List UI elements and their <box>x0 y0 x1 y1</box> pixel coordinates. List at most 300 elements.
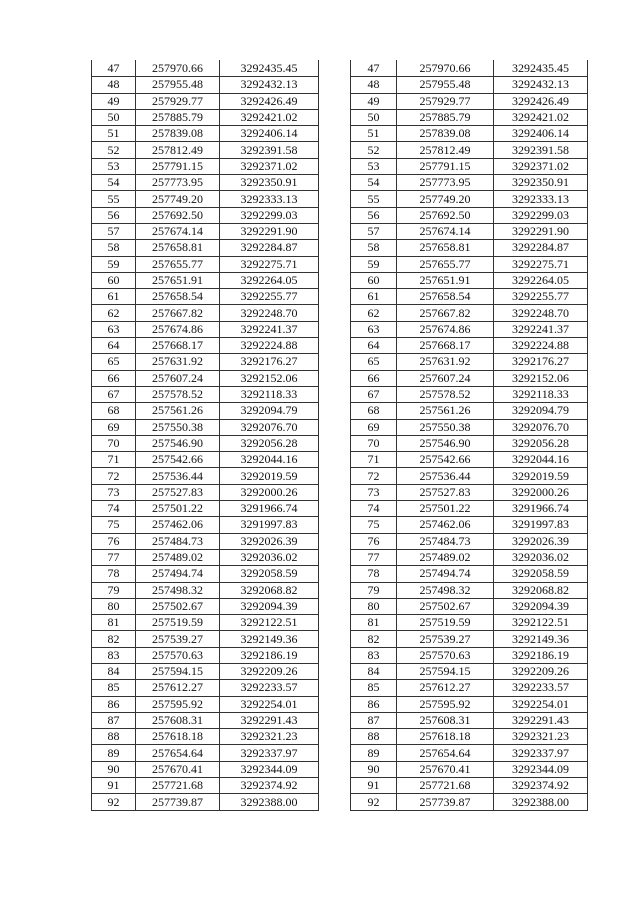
point-number-cell: 56 <box>92 207 136 223</box>
x-coordinate-cell: 257812.49 <box>136 142 220 158</box>
y-coordinate-cell: 3292209.26 <box>494 663 588 679</box>
table-row <box>351 712 588 728</box>
point-number-cell: 73 <box>92 484 136 500</box>
point-number-cell: 59 <box>351 256 397 272</box>
x-coordinate-cell: 257791.15 <box>397 158 494 174</box>
y-coordinate-cell: 3292186.19 <box>220 647 319 663</box>
y-coordinate-cell: 3292122.51 <box>494 615 588 631</box>
table-row <box>92 126 319 142</box>
table-row <box>351 403 588 419</box>
table-row <box>92 61 319 77</box>
y-coordinate-cell: 3292321.23 <box>494 729 588 745</box>
table-row <box>351 517 588 533</box>
table-row <box>92 794 319 810</box>
point-number-cell: 90 <box>92 761 136 777</box>
x-coordinate-cell: 257721.68 <box>397 778 494 794</box>
x-coordinate-cell: 257658.81 <box>397 240 494 256</box>
table-row <box>351 468 588 484</box>
table-row <box>351 321 588 337</box>
x-coordinate-cell: 257536.44 <box>136 468 220 484</box>
table-row <box>351 354 588 370</box>
y-coordinate-cell: 3292254.01 <box>494 696 588 712</box>
y-coordinate-cell: 3292224.88 <box>220 338 319 354</box>
point-number-cell: 91 <box>92 778 136 794</box>
x-coordinate-cell: 257489.02 <box>136 549 220 565</box>
table-row <box>92 386 319 402</box>
y-coordinate-cell: 3292337.97 <box>494 745 588 761</box>
point-number-cell: 69 <box>351 419 397 435</box>
table-row <box>92 452 319 468</box>
point-number-cell: 53 <box>351 158 397 174</box>
point-number-cell: 80 <box>92 598 136 614</box>
point-number-cell: 68 <box>351 403 397 419</box>
table-row <box>92 761 319 777</box>
x-coordinate-cell: 257502.67 <box>397 598 494 614</box>
point-number-cell: 89 <box>351 745 397 761</box>
table-row <box>92 77 319 93</box>
point-number-cell: 74 <box>351 501 397 517</box>
point-number-cell: 77 <box>351 549 397 565</box>
coordinate-table-right <box>350 60 588 811</box>
y-coordinate-cell: 3292248.70 <box>220 305 319 321</box>
x-coordinate-cell: 257674.14 <box>136 223 220 239</box>
table-row <box>92 207 319 223</box>
y-coordinate-cell: 3291966.74 <box>494 501 588 517</box>
x-coordinate-cell: 257561.26 <box>136 403 220 419</box>
point-number-cell: 67 <box>351 386 397 402</box>
point-number-cell: 75 <box>92 517 136 533</box>
x-coordinate-cell: 257739.87 <box>136 794 220 810</box>
y-coordinate-cell: 3292406.14 <box>220 126 319 142</box>
y-coordinate-cell: 3292000.26 <box>220 484 319 500</box>
x-coordinate-cell: 257494.74 <box>136 566 220 582</box>
x-coordinate-cell: 257654.64 <box>136 745 220 761</box>
x-coordinate-cell: 257578.52 <box>136 386 220 402</box>
x-coordinate-cell: 257550.38 <box>136 419 220 435</box>
y-coordinate-cell: 3292291.90 <box>220 223 319 239</box>
table-row <box>351 435 588 451</box>
table-row <box>92 680 319 696</box>
y-coordinate-cell: 3292371.02 <box>220 158 319 174</box>
x-coordinate-cell: 257631.92 <box>397 354 494 370</box>
table-row <box>92 647 319 663</box>
point-number-cell: 91 <box>351 778 397 794</box>
table-row <box>351 370 588 386</box>
point-number-cell: 88 <box>92 729 136 745</box>
x-coordinate-cell: 257929.77 <box>397 93 494 109</box>
y-coordinate-cell: 3292264.05 <box>494 272 588 288</box>
y-coordinate-cell: 3292122.51 <box>220 615 319 631</box>
table-row <box>351 778 588 794</box>
x-coordinate-cell: 257595.92 <box>397 696 494 712</box>
y-coordinate-cell: 3292337.97 <box>220 745 319 761</box>
table-row <box>351 549 588 565</box>
point-number-cell: 48 <box>92 77 136 93</box>
point-number-cell: 53 <box>92 158 136 174</box>
point-number-cell: 63 <box>351 321 397 337</box>
table-row <box>92 338 319 354</box>
x-coordinate-cell: 257970.66 <box>397 61 494 77</box>
table-row <box>92 501 319 517</box>
y-coordinate-cell: 3291966.74 <box>220 501 319 517</box>
y-coordinate-cell: 3292388.00 <box>220 794 319 810</box>
y-coordinate-cell: 3292058.59 <box>220 566 319 582</box>
x-coordinate-cell: 257462.06 <box>397 517 494 533</box>
x-coordinate-cell: 257594.15 <box>136 663 220 679</box>
table-row <box>92 256 319 272</box>
x-coordinate-cell: 257484.73 <box>397 533 494 549</box>
table-row <box>92 517 319 533</box>
x-coordinate-cell: 257608.31 <box>136 712 220 728</box>
table-row <box>92 158 319 174</box>
x-coordinate-cell: 257674.14 <box>397 223 494 239</box>
table-row <box>92 549 319 565</box>
point-number-cell: 88 <box>351 729 397 745</box>
point-number-cell: 89 <box>92 745 136 761</box>
y-coordinate-cell: 3292036.02 <box>494 549 588 565</box>
table-row <box>92 435 319 451</box>
point-number-cell: 81 <box>351 615 397 631</box>
table-row <box>92 109 319 125</box>
y-coordinate-cell: 3292291.43 <box>220 712 319 728</box>
point-number-cell: 85 <box>92 680 136 696</box>
y-coordinate-cell: 3292056.28 <box>220 435 319 451</box>
y-coordinate-cell: 3292152.06 <box>494 370 588 386</box>
y-coordinate-cell: 3292284.87 <box>220 240 319 256</box>
point-number-cell: 61 <box>92 289 136 305</box>
x-coordinate-cell: 257692.50 <box>136 207 220 223</box>
point-number-cell: 82 <box>351 631 397 647</box>
x-coordinate-cell: 257631.92 <box>136 354 220 370</box>
point-number-cell: 85 <box>351 680 397 696</box>
y-coordinate-cell: 3292426.49 <box>494 93 588 109</box>
x-coordinate-cell: 257502.67 <box>136 598 220 614</box>
table-row <box>92 272 319 288</box>
x-coordinate-cell: 257484.73 <box>136 533 220 549</box>
x-coordinate-cell: 257536.44 <box>397 468 494 484</box>
table-row <box>351 696 588 712</box>
x-coordinate-cell: 257608.31 <box>397 712 494 728</box>
x-coordinate-cell: 257550.38 <box>397 419 494 435</box>
table-row <box>92 223 319 239</box>
x-coordinate-cell: 257970.66 <box>136 61 220 77</box>
table-row <box>92 631 319 647</box>
x-coordinate-cell: 257542.66 <box>136 452 220 468</box>
point-number-cell: 71 <box>351 452 397 468</box>
x-coordinate-cell: 257498.32 <box>397 582 494 598</box>
table-row <box>92 370 319 386</box>
x-coordinate-cell: 257668.17 <box>136 338 220 354</box>
table-row <box>92 615 319 631</box>
table-row <box>351 501 588 517</box>
table-row <box>92 663 319 679</box>
y-coordinate-cell: 3292291.43 <box>494 712 588 728</box>
x-coordinate-cell: 257612.27 <box>136 680 220 696</box>
table-row <box>351 419 588 435</box>
point-number-cell: 64 <box>351 338 397 354</box>
y-coordinate-cell: 3292233.57 <box>494 680 588 696</box>
y-coordinate-cell: 3292406.14 <box>494 126 588 142</box>
x-coordinate-cell: 257749.20 <box>136 191 220 207</box>
table-row <box>351 93 588 109</box>
table-row <box>92 142 319 158</box>
point-number-cell: 49 <box>92 93 136 109</box>
point-number-cell: 71 <box>92 452 136 468</box>
y-coordinate-cell: 3292350.91 <box>494 175 588 191</box>
point-number-cell: 57 <box>92 223 136 239</box>
point-number-cell: 90 <box>351 761 397 777</box>
point-number-cell: 51 <box>351 126 397 142</box>
y-coordinate-cell: 3292388.00 <box>494 794 588 810</box>
y-coordinate-cell: 3292186.19 <box>494 647 588 663</box>
point-number-cell: 87 <box>92 712 136 728</box>
x-coordinate-cell: 257546.90 <box>397 435 494 451</box>
table-row <box>92 321 319 337</box>
table-row <box>92 93 319 109</box>
point-number-cell: 50 <box>92 109 136 125</box>
x-coordinate-cell: 257578.52 <box>397 386 494 402</box>
table-row <box>351 272 588 288</box>
y-coordinate-cell: 3292321.23 <box>220 729 319 745</box>
table-row <box>351 289 588 305</box>
table-row <box>351 191 588 207</box>
x-coordinate-cell: 257670.41 <box>397 761 494 777</box>
table-row <box>92 191 319 207</box>
point-number-cell: 81 <box>92 615 136 631</box>
x-coordinate-cell: 257658.81 <box>136 240 220 256</box>
x-coordinate-cell: 257739.87 <box>397 794 494 810</box>
point-number-cell: 70 <box>351 435 397 451</box>
point-number-cell: 67 <box>92 386 136 402</box>
x-coordinate-cell: 257885.79 <box>136 109 220 125</box>
x-coordinate-cell: 257595.92 <box>136 696 220 712</box>
y-coordinate-cell: 3291997.83 <box>220 517 319 533</box>
table-row <box>92 729 319 745</box>
point-number-cell: 86 <box>92 696 136 712</box>
x-coordinate-cell: 257667.82 <box>397 305 494 321</box>
table-row <box>92 403 319 419</box>
y-coordinate-cell: 3292241.37 <box>494 321 588 337</box>
point-number-cell: 48 <box>351 77 397 93</box>
x-coordinate-cell: 257462.06 <box>136 517 220 533</box>
point-number-cell: 52 <box>351 142 397 158</box>
y-coordinate-cell: 3292094.39 <box>494 598 588 614</box>
point-number-cell: 76 <box>351 533 397 549</box>
x-coordinate-cell: 257773.95 <box>136 175 220 191</box>
point-number-cell: 66 <box>351 370 397 386</box>
table-row <box>351 582 588 598</box>
table-row <box>92 354 319 370</box>
table-row <box>92 468 319 484</box>
y-coordinate-cell: 3292241.37 <box>220 321 319 337</box>
table-row <box>351 729 588 745</box>
table-row <box>351 175 588 191</box>
x-coordinate-cell: 257594.15 <box>397 663 494 679</box>
x-coordinate-cell: 257955.48 <box>136 77 220 93</box>
point-number-cell: 92 <box>92 794 136 810</box>
y-coordinate-cell: 3292094.79 <box>494 403 588 419</box>
table-row <box>92 566 319 582</box>
point-number-cell: 69 <box>92 419 136 435</box>
table-row <box>351 386 588 402</box>
y-coordinate-cell: 3292176.27 <box>220 354 319 370</box>
y-coordinate-cell: 3292391.58 <box>220 142 319 158</box>
point-number-cell: 60 <box>92 272 136 288</box>
table-row <box>351 663 588 679</box>
x-coordinate-cell: 257791.15 <box>136 158 220 174</box>
x-coordinate-cell: 257561.26 <box>397 403 494 419</box>
table-row <box>92 419 319 435</box>
point-number-cell: 55 <box>92 191 136 207</box>
point-number-cell: 58 <box>351 240 397 256</box>
table-row <box>92 305 319 321</box>
x-coordinate-cell: 257519.59 <box>136 615 220 631</box>
table-row <box>351 598 588 614</box>
y-coordinate-cell: 3292371.02 <box>494 158 588 174</box>
x-coordinate-cell: 257651.91 <box>136 272 220 288</box>
x-coordinate-cell: 257607.24 <box>397 370 494 386</box>
point-number-cell: 77 <box>92 549 136 565</box>
point-number-cell: 63 <box>92 321 136 337</box>
y-coordinate-cell: 3292036.02 <box>220 549 319 565</box>
y-coordinate-cell: 3292275.71 <box>494 256 588 272</box>
table-row <box>351 647 588 663</box>
y-coordinate-cell: 3292275.71 <box>220 256 319 272</box>
coordinate-table-body <box>92 61 319 811</box>
point-number-cell: 79 <box>351 582 397 598</box>
y-coordinate-cell: 3292094.79 <box>220 403 319 419</box>
y-coordinate-cell: 3292068.82 <box>494 582 588 598</box>
point-number-cell: 75 <box>351 517 397 533</box>
point-number-cell: 76 <box>92 533 136 549</box>
table-row <box>92 745 319 761</box>
point-number-cell: 64 <box>92 338 136 354</box>
table-row <box>351 566 588 582</box>
coordinate-table-body <box>351 61 588 811</box>
y-coordinate-cell: 3292350.91 <box>220 175 319 191</box>
x-coordinate-cell: 257955.48 <box>397 77 494 93</box>
x-coordinate-cell: 257668.17 <box>397 338 494 354</box>
point-number-cell: 57 <box>351 223 397 239</box>
x-coordinate-cell: 257885.79 <box>397 109 494 125</box>
y-coordinate-cell: 3292224.88 <box>494 338 588 354</box>
table-row <box>351 207 588 223</box>
point-number-cell: 59 <box>92 256 136 272</box>
x-coordinate-cell: 257721.68 <box>136 778 220 794</box>
point-number-cell: 84 <box>351 663 397 679</box>
point-number-cell: 83 <box>351 647 397 663</box>
x-coordinate-cell: 257839.08 <box>397 126 494 142</box>
point-number-cell: 86 <box>351 696 397 712</box>
table-row <box>92 778 319 794</box>
x-coordinate-cell: 257607.24 <box>136 370 220 386</box>
y-coordinate-cell: 3292255.77 <box>220 289 319 305</box>
x-coordinate-cell: 257658.54 <box>397 289 494 305</box>
point-number-cell: 92 <box>351 794 397 810</box>
table-row <box>351 794 588 810</box>
point-number-cell: 68 <box>92 403 136 419</box>
table-row <box>351 533 588 549</box>
table-row <box>351 631 588 647</box>
point-number-cell: 54 <box>351 175 397 191</box>
point-number-cell: 82 <box>92 631 136 647</box>
x-coordinate-cell: 257539.27 <box>397 631 494 647</box>
table-row <box>92 533 319 549</box>
x-coordinate-cell: 257498.32 <box>136 582 220 598</box>
x-coordinate-cell: 257655.77 <box>397 256 494 272</box>
y-coordinate-cell: 3292118.33 <box>494 386 588 402</box>
x-coordinate-cell: 257527.83 <box>136 484 220 500</box>
y-coordinate-cell: 3292435.45 <box>220 61 319 77</box>
x-coordinate-cell: 257674.86 <box>136 321 220 337</box>
y-coordinate-cell: 3292426.49 <box>220 93 319 109</box>
point-number-cell: 60 <box>351 272 397 288</box>
table-row <box>92 696 319 712</box>
y-coordinate-cell: 3292026.39 <box>220 533 319 549</box>
point-number-cell: 80 <box>351 598 397 614</box>
table-row <box>351 745 588 761</box>
point-number-cell: 62 <box>92 305 136 321</box>
y-coordinate-cell: 3292019.59 <box>494 468 588 484</box>
y-coordinate-cell: 3292421.02 <box>494 109 588 125</box>
table-row <box>92 712 319 728</box>
x-coordinate-cell: 257570.63 <box>136 647 220 663</box>
x-coordinate-cell: 257542.66 <box>397 452 494 468</box>
y-coordinate-cell: 3292209.26 <box>220 663 319 679</box>
point-number-cell: 79 <box>92 582 136 598</box>
y-coordinate-cell: 3292149.36 <box>494 631 588 647</box>
coordinate-table-left <box>91 60 319 811</box>
x-coordinate-cell: 257618.18 <box>397 729 494 745</box>
table-row <box>92 598 319 614</box>
y-coordinate-cell: 3292056.28 <box>494 435 588 451</box>
y-coordinate-cell: 3292094.39 <box>220 598 319 614</box>
x-coordinate-cell: 257667.82 <box>136 305 220 321</box>
table-row <box>92 289 319 305</box>
x-coordinate-cell: 257929.77 <box>136 93 220 109</box>
y-coordinate-cell: 3292344.09 <box>220 761 319 777</box>
table-row <box>351 158 588 174</box>
x-coordinate-cell: 257519.59 <box>397 615 494 631</box>
table-row <box>351 305 588 321</box>
table-row <box>351 256 588 272</box>
point-number-cell: 87 <box>351 712 397 728</box>
point-number-cell: 52 <box>92 142 136 158</box>
y-coordinate-cell: 3292432.13 <box>494 77 588 93</box>
table-row <box>92 582 319 598</box>
point-number-cell: 58 <box>92 240 136 256</box>
point-number-cell: 55 <box>351 191 397 207</box>
x-coordinate-cell: 257812.49 <box>397 142 494 158</box>
x-coordinate-cell: 257501.22 <box>136 501 220 517</box>
y-coordinate-cell: 3292421.02 <box>220 109 319 125</box>
y-coordinate-cell: 3292299.03 <box>220 207 319 223</box>
x-coordinate-cell: 257489.02 <box>397 549 494 565</box>
y-coordinate-cell: 3292152.06 <box>220 370 319 386</box>
x-coordinate-cell: 257570.63 <box>397 647 494 663</box>
table-row <box>351 484 588 500</box>
y-coordinate-cell: 3292076.70 <box>494 419 588 435</box>
x-coordinate-cell: 257651.91 <box>397 272 494 288</box>
x-coordinate-cell: 257501.22 <box>397 501 494 517</box>
table-row <box>351 126 588 142</box>
point-number-cell: 62 <box>351 305 397 321</box>
y-coordinate-cell: 3292391.58 <box>494 142 588 158</box>
point-number-cell: 47 <box>351 61 397 77</box>
y-coordinate-cell: 3292026.39 <box>494 533 588 549</box>
point-number-cell: 70 <box>92 435 136 451</box>
point-number-cell: 56 <box>351 207 397 223</box>
